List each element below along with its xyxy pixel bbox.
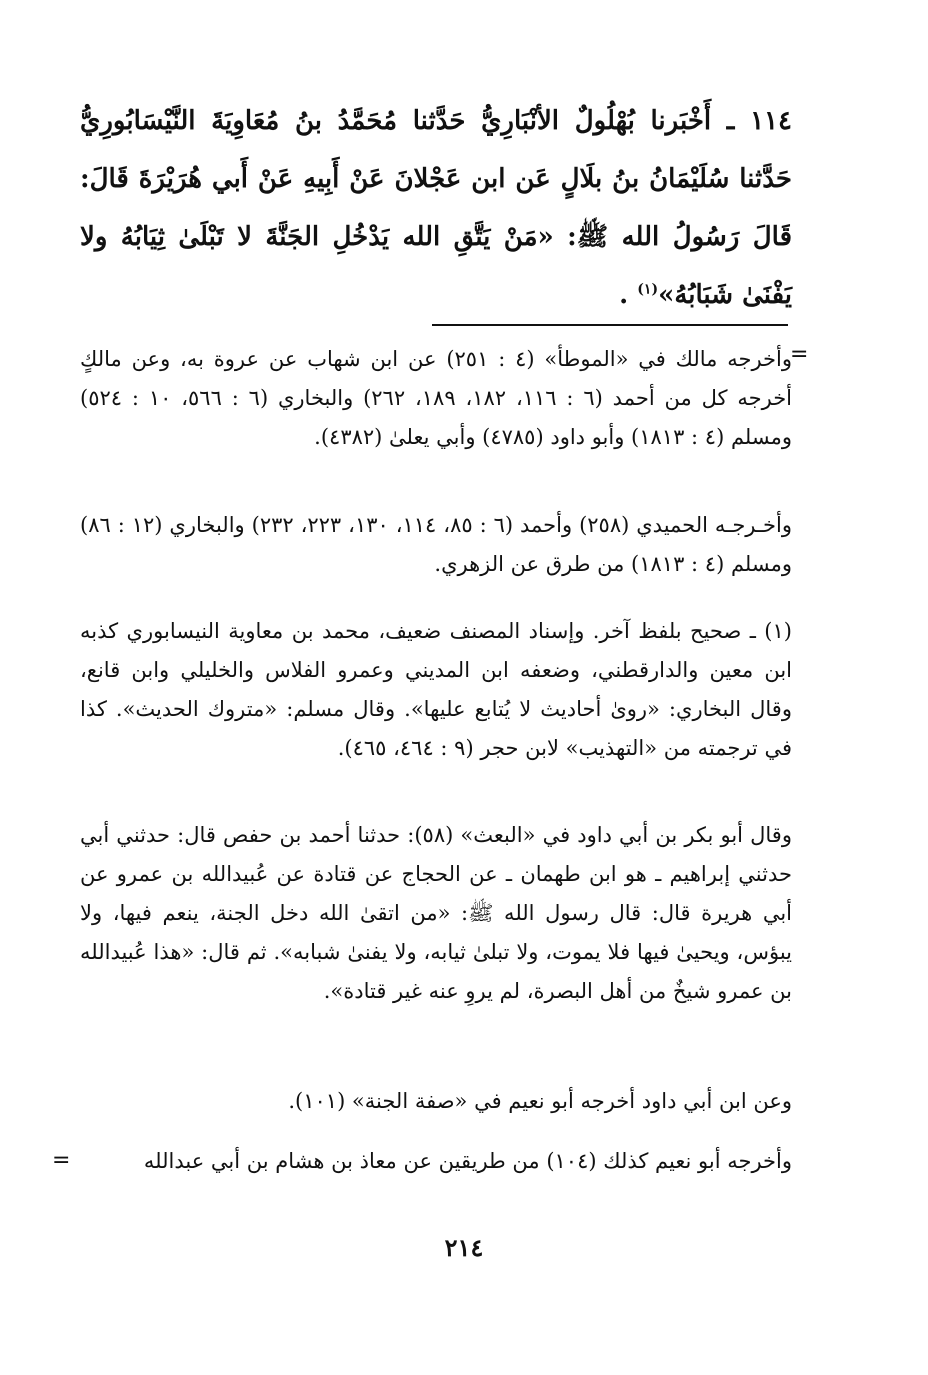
footnote-paragraph xyxy=(80,1082,792,1121)
footnote-paragraph xyxy=(80,340,792,457)
footnote-text: وأخـرجـه الحميدي (٢٥٨) وأحمد (٦ : ٨٥، ١١٤، ١٣٠، ٢٢٣، ٢٣٢) والبخاري (١٢ : ٨٦) ومسلم (٤ : ١٨١٣) من طرق عن الزهري. xyxy=(80,513,792,576)
continuation-mark-bottom: = xyxy=(52,1148,71,1173)
footnote-paragraph xyxy=(80,506,792,584)
footnote-text: وقال أبو بكر بن أبي داود في «البعث» (٥٨): حدثنا أحمد بن حفص قال: حدثني أبي حدثني إبراهيم ـ هو ابن طهمان ـ عن الحجاج عن قتادة عن عُبيدالله بن عمرو عن أبي هريرة قال: قال رسول الله ﷺ: «من اتقىٰ الله دخل الجنة، ينعم فيها، ولا يبؤس، ويحيىٰ فيها فلا يموت، ولا تبلىٰ ثيابه، ولا يفنىٰ شبابه». ثم قال: «هذا عُبيدالله بن عمرو شيخٌ من أهل البصرة، لم يروِ عنه غير قتادة». xyxy=(80,823,792,1003)
footnote-separator xyxy=(432,324,788,326)
footnote-text: (١) ـ صحيح بلفظ آخر. وإسناد المصنف ضعيف، محمد بن معاوية النيسابوري كذبه ابن معين والدارقطني، وضعفه ابن المديني وعمرو الفلاس والخليلي وابن قانع، وقال البخاري: «روىٰ أحاديث لا يُتابع عليها». وقال مسلم: «متروك الحديث». كذا في ترجمته من «التهذيب» لابن حجر (٩ : ٤٦٤، ٤٦٥). xyxy=(80,619,792,760)
footnote-paragraph xyxy=(80,612,792,768)
footnote-paragraph xyxy=(80,816,792,1011)
footnote-text: وعن ابن أبي داود أخرجه أبو نعيم في «صفة الجنة» (١٠١). xyxy=(288,1089,792,1113)
footnote-text: وأخرجه مالك في «الموطأ» (٤ : ٢٥١) عن ابن شهاب عن عروة به، وعن مالكٍ أخرجه كل من أحمد (٦ : ١١٦، ١٨٢، ١٨٩، ٢٦٢) والبخاري (٦ : ٥٦٦، ١٠ : ٥٢٤) ومسلم (٤ : ١٨١٣) وأبو داود (٤٧٨٥) وأبي يعلىٰ (٤٣٨٢). xyxy=(80,347,793,449)
continuation-mark-top: = xyxy=(790,342,809,367)
hadith-body: ـ أَخْبَرنا بُهْلُولٌ الأنْبَارِيُّ حَدَّثنا مُحَمَّدُ بنُ مُعَاوِيَةَ النَّيْسَابُورِيُّ حَدَّثنا سُلَيْمَانُ بنُ بلَالٍ عَن ابن عَجْلانَ عَنْ أَبِيهِ عَنْ أَبي هُرَيْرَةَ قَالَ: قَالَ رَسُولُ الله ﷺ: «مَنْ يَتَّقِ الله يَدْخُلِ الجَنَّةَ لا تَبْلَىٰ ثِيَابُهُ ولا يَفْنَىٰ شَبَابُهُ» xyxy=(80,106,792,310)
hadith-end-mark: . xyxy=(619,280,629,310)
hadith-number: ١١٤ xyxy=(750,106,792,136)
footnote-paragraph xyxy=(80,1142,792,1181)
hadith-text-block xyxy=(80,92,792,324)
page-number: ٢١٤ xyxy=(444,1233,484,1262)
footnote-text: وأخرجه أبو نعيم كذلك (١٠٤) من طريقين عن معاذ بن هشام بن أبي عبدالله xyxy=(143,1149,792,1173)
footnote-marker: (١) xyxy=(637,281,659,298)
